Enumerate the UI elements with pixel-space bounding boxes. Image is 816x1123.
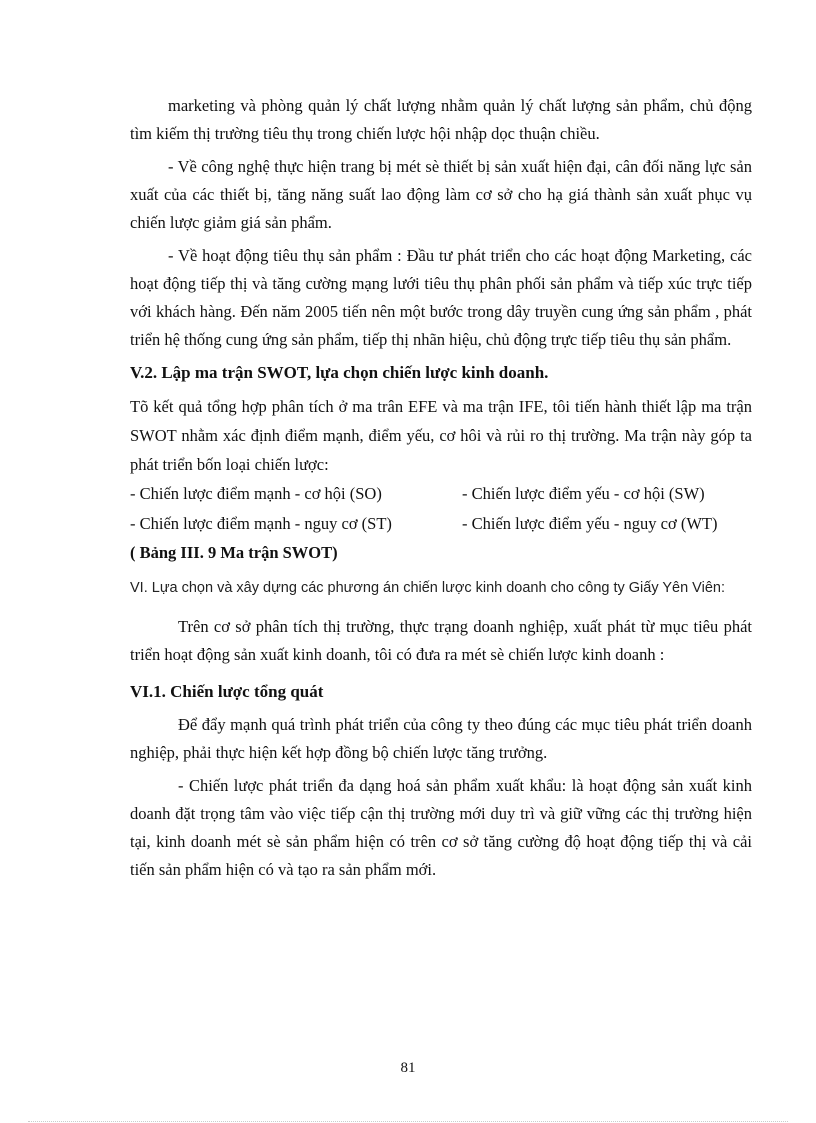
paragraph-swot-intro: Tõ kết quả tổng hợp phân tích ở ma trân EFE và ma trận IFE, tôi tiến hành thiết lập ma trận SWOT nhằm xác định điểm mạnh, điểm yếu, cơ hôi và rủi ro thị trường. Ma trận này góp ta phát triển bốn loại chiến lược: — [130, 397, 752, 474]
paragraph-marketing: marketing và phòng quản lý chất lượng nhằm quản lý chất lượng sản phẩm, chủ động tìm kiếm thị trường tiêu thụ trong chiến lược hội nhập dọc thuận chiều. — [130, 96, 752, 143]
strategy-st: - Chiến lược điểm mạnh - nguy cơ (ST) — [130, 514, 392, 533]
strategy-wt: - Chiến lược điểm yếu - nguy cơ (WT) — [462, 514, 718, 533]
heading-vi: VI. Lựa chọn và xây dựng các phương án chiến lược kinh doanh cho công ty Giấy Yên Viên: — [130, 580, 725, 596]
paragraph-vi-body: Trên cơ sở phân tích thị trường, thực trạng doanh nghiệp, xuất phát từ mục tiêu phát triển hoạt động sản xuất kinh doanh, tôi có đưa ra mét sè chiến lược kinh doanh : — [130, 617, 752, 664]
paragraph-vi1-p2: - Chiến lược phát triển đa dạng hoá sản phẩm xuất khẩu: là hoạt động sản xuất kinh doanh đặt trọng tâm vào việc tiếp cận thị trường mới duy trì và giữ vững các thị trường hiện tại, kinh doanh mét sè sản phẩm hiện có trên cơ sở tăng cường độ hoạt động tiếp thị và cải tiến sản phẩm hiện có và tạo ra sản phẩm mới. — [130, 776, 752, 879]
strategy-sw: - Chiến lược điểm yếu - cơ hội (SW) — [462, 484, 705, 503]
page-number: 81 — [400, 1060, 416, 1076]
paragraph-technology: - Về công nghệ thực hiện trang bị mét sè thiết bị sản xuất hiện đại, cân đối năng lực sản xuất của các thiết bị, tăng năng suất lao động làm cơ sở cho hạ giá thành sản xuất phục vụ chiến lược giảm giá sản phẩm. — [130, 157, 752, 232]
strategy-row-1 — [130, 479, 752, 509]
page-bottom-divider — [28, 1121, 788, 1122]
table-caption: ( Bảng III. 9 Ma trận SWOT) — [130, 543, 338, 562]
strategy-so: - Chiến lược điểm mạnh - cơ hội (SO) — [130, 484, 382, 503]
paragraph-vi1-p1: Để đẩy mạnh quá trình phát triển của công ty theo đúng các mục tiêu phát triển doanh nghiệp, phải thực hiện kết hợp đồng bộ chiến lược tăng trưởng. — [130, 715, 752, 762]
heading-vi1: VI.1. Chiến lược tổng quát — [130, 682, 324, 701]
paragraph-sales: - Về hoạt động tiêu thụ sản phẩm : Đầu tư phát triển cho các hoạt động Marketing, các hoạt động tiếp thị và tăng cường mạng lưới tiêu thụ phân phối sản phẩm và tiếp xúc trực tiếp với khách hàng. Đến năm 2005 tiến nên một bước trong dây truyền cung ứng sản phẩm , phát triển hệ thống cung ứng sản phẩm, tiếp thị nhãn hiệu, chủ động trực tiếp tiêu thụ sản phẩm. — [130, 246, 752, 349]
document-page — [130, 92, 752, 884]
strategy-row-2 — [130, 509, 752, 539]
heading-v2: V.2. Lập ma trận SWOT, lựa chọn chiến lược kinh doanh. — [130, 363, 549, 382]
